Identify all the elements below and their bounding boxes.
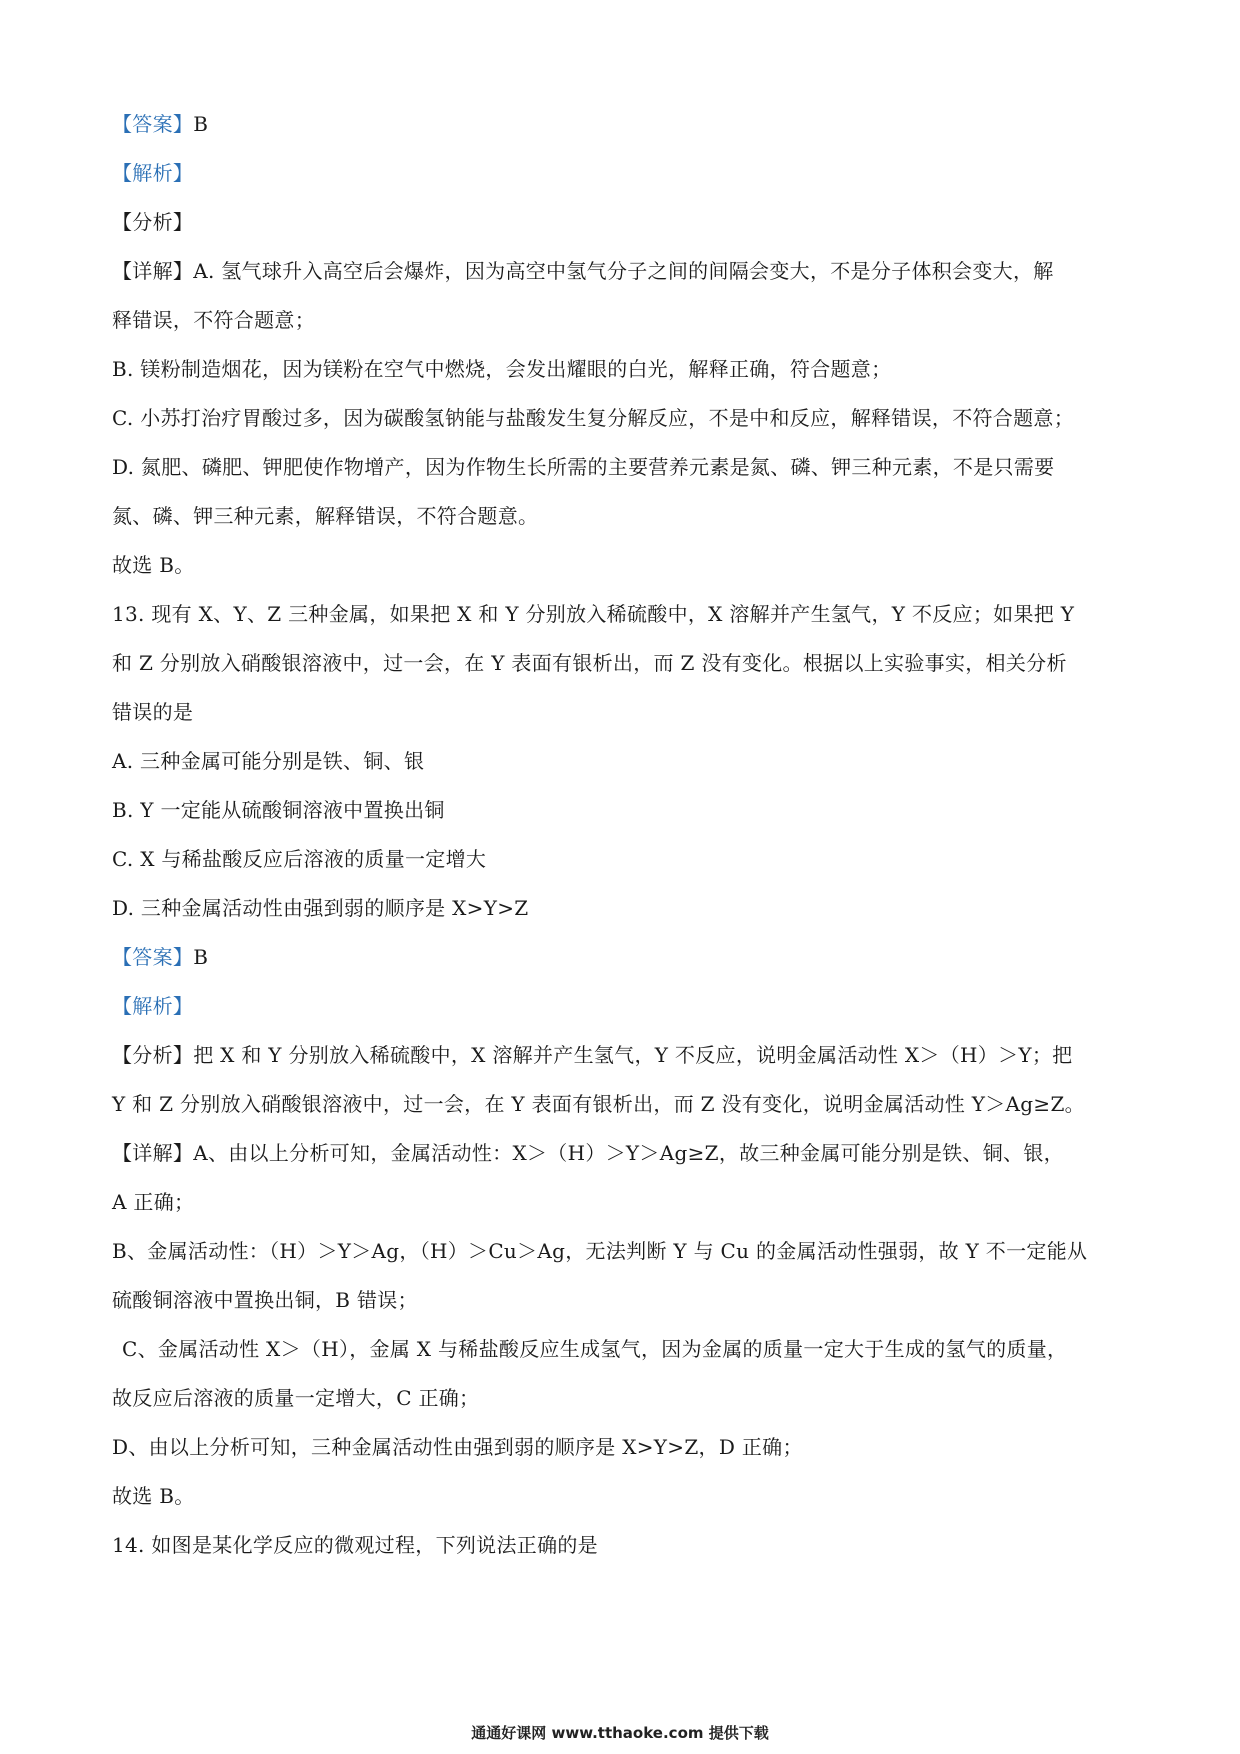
text-line <box>112 443 1137 492</box>
text-line <box>112 1472 1137 1521</box>
line-text: 故选 B。 <box>112 1484 195 1508</box>
text-line <box>112 1276 1137 1325</box>
line-text: C. X 与稀盐酸反应后溶液的质量一定增大 <box>112 847 487 871</box>
text-line <box>112 100 1137 149</box>
text-line <box>112 1325 1137 1374</box>
text-line <box>112 590 1137 639</box>
text-line <box>112 492 1137 541</box>
line-text: 13. 现有 X、Y、Z 三种金属，如果把 X 和 Y 分别放入稀硫酸中，X 溶解并产生氢气，Y 不反应；如果把 Y <box>112 602 1075 626</box>
section-tag: 【答案】 <box>112 112 194 136</box>
section-tag: 【解析】 <box>112 994 194 1018</box>
line-text: C、金属活动性 X＞（H），金属 X 与稀盐酸反应生成氢气，因为金属的质量一定大于生成的氢气的质量， <box>122 1337 1068 1361</box>
text-line <box>112 394 1137 443</box>
line-text: 【详解】A、由以上分析可知，金属活动性：X＞（H）＞Y＞Ag≥Z，故三种金属可能分别是铁、铜、银， <box>112 1141 1064 1165</box>
text-line <box>112 786 1137 835</box>
text-line <box>112 933 1137 982</box>
line-text: 【分析】 <box>112 210 194 234</box>
line-text: 【分析】把 X 和 Y 分别放入稀硫酸中，X 溶解并产生氢气，Y 不反应，说明金属活动性 X＞（H）＞Y；把 <box>112 1043 1073 1067</box>
text-line <box>112 737 1137 786</box>
text-line <box>112 688 1137 737</box>
line-text: C. 小苏打治疗胃酸过多，因为碳酸氢钠能与盐酸发生复分解反应，不是中和反应，解释错误，不符合题意； <box>112 406 1075 430</box>
line-text: A 正确； <box>112 1190 195 1214</box>
page-footer: 通通好课网 www.tthaoke.com 提供下载 <box>471 1724 769 1742</box>
line-text: B <box>193 112 209 136</box>
line-text: 释错误，不符合题意； <box>112 308 315 332</box>
text-line <box>112 149 1137 198</box>
text-line <box>112 1423 1137 1472</box>
text-line <box>112 345 1137 394</box>
line-text: Y 和 Z 分别放入硝酸银溶液中，过一会，在 Y 表面有银析出，而 Z 没有变化，说明金属活动性 Y＞Ag≥Z。 <box>112 1092 1085 1116</box>
line-text: B、金属活动性：（H）＞Y＞Ag，（H）＞Cu＞Ag，无法判断 Y 与 Cu 的金属活动性强弱，故 Y 不一定能从 <box>112 1239 1088 1263</box>
line-text: D. 氮肥、磷肥、钾肥使作物增产，因为作物生长所需的主要营养元素是氮、磷、钾三种元素，不是只需要 <box>112 455 1055 479</box>
text-line <box>112 1227 1137 1276</box>
line-text: 故反应后溶液的质量一定增大，C 正确； <box>112 1386 480 1410</box>
text-line <box>112 884 1137 933</box>
line-text: B. 镁粉制造烟花，因为镁粉在空气中燃烧，会发出耀眼的白光，解释正确，符合题意； <box>112 357 892 381</box>
text-line <box>112 296 1137 345</box>
text-line <box>112 198 1137 247</box>
line-text: 错误的是 <box>112 700 194 724</box>
line-text: B <box>193 945 209 969</box>
line-text: D、由以上分析可知，三种金属活动性由强到弱的顺序是 X>Y>Z，D 正确； <box>112 1435 803 1459</box>
text-line <box>112 1080 1137 1129</box>
text-line <box>112 1374 1137 1423</box>
text-line <box>112 541 1137 590</box>
line-text: 氮、磷、钾三种元素，解释错误，不符合题意。 <box>112 504 539 528</box>
line-text: 和 Z 分别放入硝酸银溶液中，过一会，在 Y 表面有银析出，而 Z 没有变化。根据以上实验事实，相关分析 <box>112 651 1067 675</box>
text-line <box>112 835 1137 884</box>
line-text: 硫酸铜溶液中置换出铜，B 错误； <box>112 1288 418 1312</box>
text-line <box>112 639 1137 688</box>
line-text: A. 三种金属可能分别是铁、铜、银 <box>112 749 425 773</box>
document-body <box>112 100 1137 1570</box>
line-text: 【详解】A. 氢气球升入高空后会爆炸，因为高空中氢气分子之间的间隔会变大，不是分子体积会变大，解 <box>112 259 1054 283</box>
line-text: 故选 B。 <box>112 553 195 577</box>
text-line <box>112 1129 1137 1178</box>
line-text: B. Y 一定能从硫酸铜溶液中置换出铜 <box>112 798 445 822</box>
section-tag: 【答案】 <box>112 945 194 969</box>
text-line <box>112 1031 1137 1080</box>
line-text: 14. 如图是某化学反应的微观过程，下列说法正确的是 <box>112 1533 598 1557</box>
text-line <box>112 247 1137 296</box>
text-line <box>112 982 1137 1031</box>
text-line <box>112 1521 1137 1570</box>
text-line <box>112 1178 1137 1227</box>
line-text: D. 三种金属活动性由强到弱的顺序是 X>Y>Z <box>112 896 529 920</box>
section-tag: 【解析】 <box>112 161 194 185</box>
